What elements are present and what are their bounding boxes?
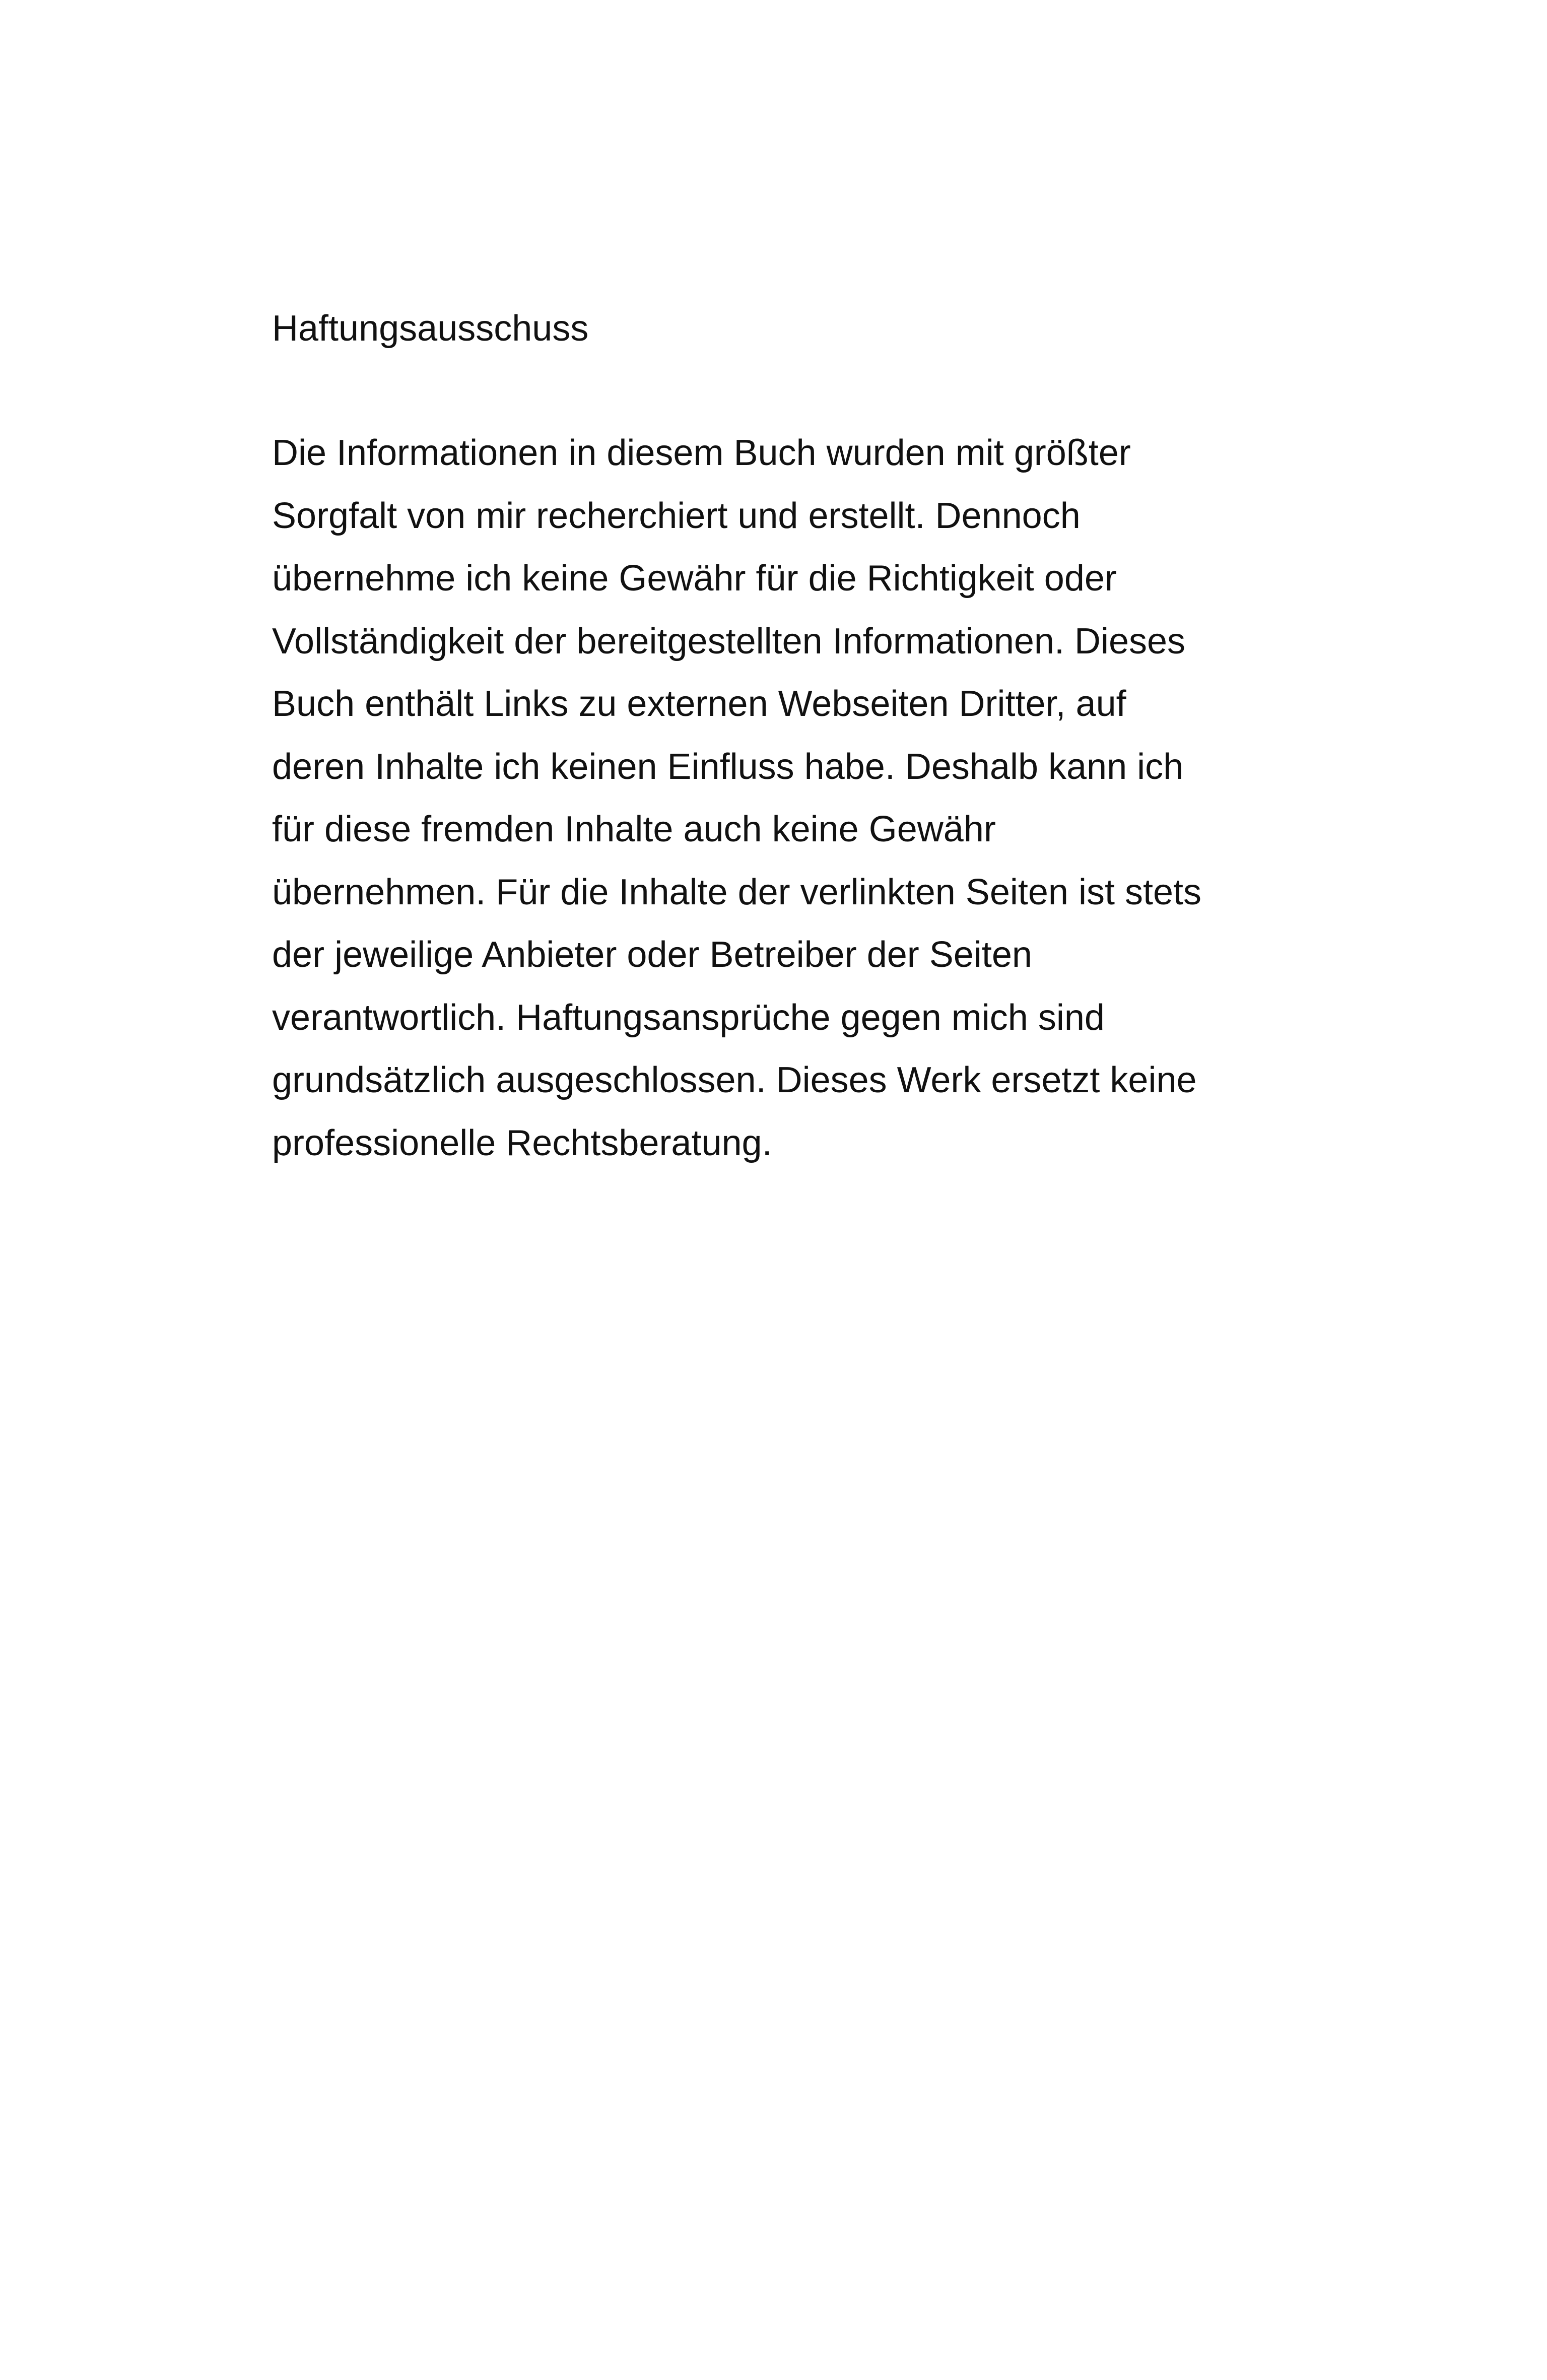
paragraph-line: verantwortlich. Haftungsansprüche gegen mich sind — [272, 997, 1105, 1038]
paragraph-line: für diese fremden Inhalte auch keine Gewähr — [272, 809, 996, 849]
paragraph-line: Vollständigkeit der bereitgestellten Informationen. Dieses — [272, 621, 1186, 662]
document-content — [272, 297, 1280, 1174]
paragraph-line: Buch enthält Links zu externen Webseiten Dritter, auf — [272, 684, 1126, 724]
paragraph-line: übernehmen. Für die Inhalte der verlinkten Seiten ist stets — [272, 872, 1201, 912]
paragraph-line: übernehme ich keine Gewähr für die Richtigkeit oder — [272, 558, 1117, 599]
paragraph-line: Die Informationen in diesem Buch wurden mit größter — [272, 433, 1131, 473]
document-heading: Haftungsausschuss — [272, 308, 589, 349]
paragraph-line: Sorgfalt von mir recherchiert und erstellt. Dennoch — [272, 495, 1081, 536]
paragraph-line: professionelle Rechtsberatung. — [272, 1122, 772, 1163]
paragraph-line: grundsätzlich ausgeschlossen. Dieses Werk ersetzt keine — [272, 1060, 1197, 1100]
paragraph-line: deren Inhalte ich keinen Einfluss habe. Deshalb kann ich — [272, 746, 1184, 787]
paragraph-line: der jeweilige Anbieter oder Betreiber der Seiten — [272, 935, 1032, 975]
disclaimer-paragraph — [272, 422, 1280, 1174]
